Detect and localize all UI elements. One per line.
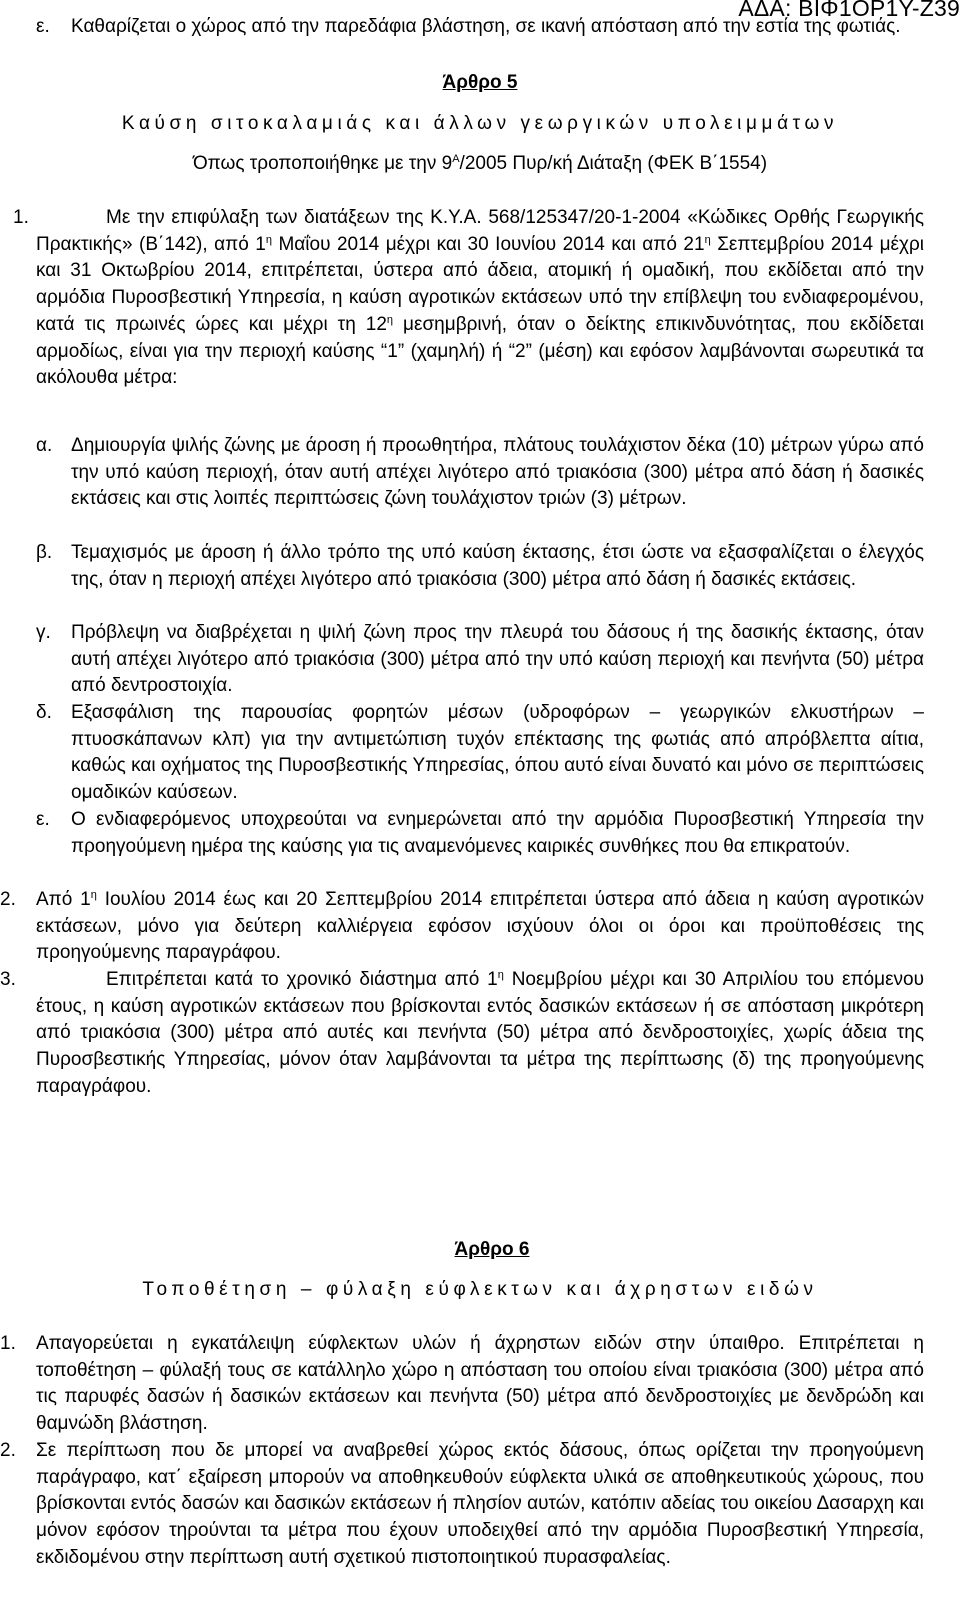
article-6-paragraph-1 [0, 1331, 924, 1438]
list-marker: β. [36, 542, 53, 563]
list-item-text: Δημιουργία ψιλής ζώνης με άροση ή προωθητήρα, πλάτους τουλάχιστον δέκα (10) μέτρων γύρω από την υπό καύση περιοχή, όταν αυτή απέχει λιγότερο από τριακόσια (300) μέτρα από δάση ή δασικές εκτάσεις και στις λοιπές περιπτώσεις ζώνη τουλάχιστον τριών (3) μέτρων. [71, 435, 924, 510]
article-5-paragraph-2: 2. Από $1^\eta$ Ιουλίου 2014 έως και 20 Σεπτεμβρίου 2014 επιτρέπεται ύστερα από άδεια η καύση αγροτικών εκτάσεων, μόνο για δεύτερη καλλιέργεια εφόσον ισχύουν όλοι οι όροι και προϋποθέσεις της προηγούμενης παραγράφου. [0, 889, 924, 964]
list-item-text: Καθαρίζεται ο χώρος από την παρεδάφια βλάστηση, σε ικανή απόσταση από την εστία της φωτιάς. [71, 16, 901, 37]
article-6-paragraph-2 [0, 1438, 924, 1572]
paragraph-marker: 2. [0, 889, 16, 910]
paragraph-marker: 1. [0, 1333, 16, 1354]
paragraph-marker: 1. [13, 207, 29, 228]
list-marker: δ. [36, 702, 52, 723]
article-5-amendment-note: Όπως τροποποιήθηκε με την $9^A/2005$ Πυρ/κή Διάταξη (ΦΕΚ Β΄1554) [192, 153, 768, 174]
list-item-text: Τεμαχισμός με άροση ή άλλο τρόπο της υπό καύση έκτασης, έτσι ώστε να εξασφαλίζεται ο έλεγχός της, όταν η περιοχή απέχει λιγότερο από τριακόσια (300) μέτρα από δάση ή δασικές εκτάσεις. [71, 542, 924, 590]
ada-code: ΑΔΑ: ΒΙΦ1ΟΡ1Υ-Ζ39 [738, 0, 960, 21]
article-5-paragraph-3: 3. Επιτρέπεται κατά το χρονικό διάστημα από $1^\eta$ Νοεμβρίου μέχρι και 30 Απριλίου του επόμενου έτους, η καύση αγροτικών εκτάσεων που βρίσκονται εντός δασικών εκτάσεων ή σε απόσταση μικρότερη από τριακόσια (300) μέτρα από αυτές και πενήντα (50) μέτρα από δενδροστοιχίες, χωρίς άδεια της Πυροσβεστικής Υπηρεσίας, μόνον όταν λαμβάνονται τα μέτρα της περίπτωσης (δ) της προηγούμενης παραγράφου. [0, 969, 924, 1097]
article-6-title: Άρθρο 6 [454, 1239, 530, 1260]
article-5-paragraph-1: 1. Με την επιφύλαξη των διατάξεων της Κ.Υ.Α. 568/125347/20-1-2004 «Κώδικες Ορθής Γεωργικής Πρακτικής» (Β΄142), από $1^\eta$ Μαΐου 2014 μέχρι και 30 Ιουνίου 2014 και από $21^\eta$ Σεπτεμβρίου 2014 μέχρι και 31 Οκτωβρίου 2014, επιτρέπεται, ύστερα από άδεια, ατομική ή ομαδική, που εκδίδεται από την αρμόδια Πυροσβεστική Υπηρεσία, η καύση αγροτικών εκτάσεων υπό την επίβλεψη του ενδιαφερομένου, κατά τις πρωινές ώρες και μέχρι τη $12^\eta$ μεσημβρινή, όταν ο δείκτης επικινδυνότητας, που εκδίδεται αρμοδίως, είναι για την περιοχή καύσης “1” (χαμηλή) ή “2” (μέση) και εφόσον λαμβάνονται σωρευτικά τα ακόλουθα μέτρα: [13, 207, 925, 389]
list-marker: ε. [36, 16, 50, 37]
measure-e [36, 807, 924, 860]
measure-c [36, 620, 924, 700]
list-item-e-continuation [36, 14, 924, 41]
paragraph-text: Σε περίπτωση που δε μπορεί να αναβρεθεί χώρος εκτός δάσους, όπως ορίζεται την προηγούμενη παράγραφο, κατ΄ εξαίρεση μπορούν να αποθηκευθούν εύφλεκτα υλικά σε αποθηκευτικούς χώρους, που βρίσκονται εντός δασών και δασικών εκτάσεων ή πλησίον αυτών, κατόπιν αδείας του οικείου Δασαρχη και μόνον εφόσον τηρούνται τα μέτρα που έχουν υποδειχθεί από την αρμόδια Πυροσβεστική Υπηρεσία, εκδιδομένου στην περίπτωση αυτή σχετικού πιστοποιητικού πυρασφαλείας. [36, 1440, 924, 1568]
list-item-text: Εξασφάλιση της παρουσίας φορητών μέσων (υδροφόρων – γεωργικών ελκυστήρων – πτυοσκάπανων κλπ) για την αντιμετώπιση τυχόν επέκτασης της φωτιάς από απρόβλεπτα αίτια, καθώς και οχήματος της Πυροσβεστικής Υπηρεσίας, όπου αυτό είναι δυνατό και μόνο σε περιπτώσεις ομαδικών καύσεων. [71, 702, 924, 804]
list-item-text: Πρόβλεψη να διαβρέχεται η ψιλή ζώνη προς την πλευρά του δάσους ή της δασικής έκτασης, όταν αυτή απέχει λιγότερο από τριακόσια (300) μέτρα από την υπό καύση περιοχή και πενήντα (50) μέτρα από δεντροστοιχία. [71, 622, 924, 697]
measure-d [36, 700, 924, 807]
article-5-subtitle: Καύση σιτοκαλαμιάς και άλλων γεωργικών υπολειμμάτων [121, 113, 839, 134]
article-6-subtitle: Τοποθέτηση – φύλαξη εύφλεκτων και άχρηστων ειδών [142, 1279, 818, 1300]
list-marker: γ. [36, 622, 51, 643]
measure-b [36, 540, 924, 593]
list-marker: ε. [36, 809, 50, 830]
list-marker: α. [36, 435, 53, 456]
list-item-text: Ο ενδιαφερόμενος υποχρεούται να ενημερώνεται από την αρμόδια Πυροσβεστική Υπηρεσία την προηγούμενη ημέρα της καύσης για τις αναμενόμενες καιρικές συνθήκες που θα επικρατούν. [71, 809, 924, 857]
paragraph-text: Απαγορεύεται η εγκατάλειψη εύφλεκτων υλών ή άχρηστων ειδών στην ύπαιθρο. Επιτρέπεται η τοποθέτηση – φύλαξή τους σε κατάλληλο χώρο η απόσταση του οποίου είναι τριακόσια (300) μέτρα από τις παρυφές δασών ή δασικών εκτάσεων και πενήντα (50) μέτρα από δενδροστοιχίες με δενδρώδη και θαμνώδη βλάστηση. [36, 1333, 924, 1435]
paragraph-marker: 3. [0, 969, 16, 990]
article-5-title: Άρθρο 5 [442, 72, 518, 93]
measure-a [36, 433, 924, 513]
paragraph-marker: 2. [0, 1440, 16, 1461]
